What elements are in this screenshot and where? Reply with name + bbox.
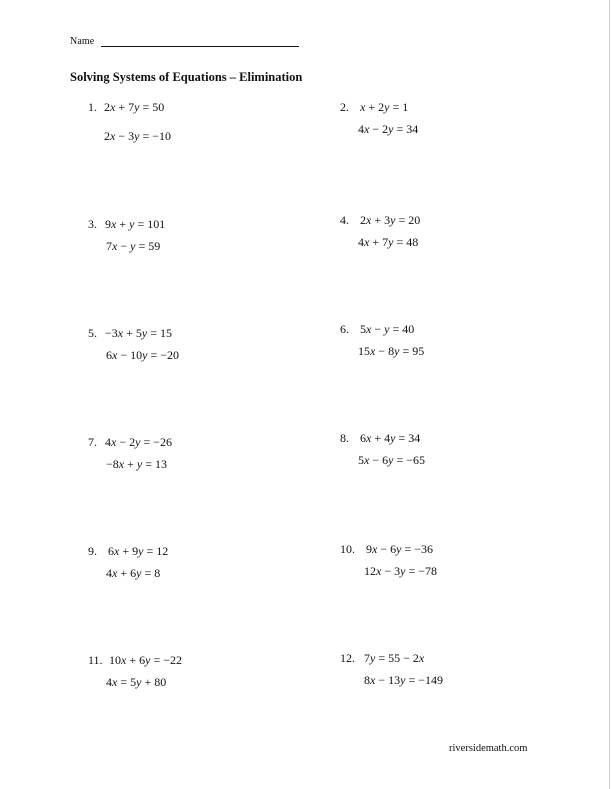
equation-2: 5x − 6y = −65 xyxy=(358,453,425,467)
problem-number: 1. xyxy=(88,100,97,114)
equation-1: −3x + 5y = 15 xyxy=(105,326,172,340)
problem-number: 9. xyxy=(88,544,97,558)
equation-1: 4x − 2y = −26 xyxy=(105,435,172,449)
footer-site: riversidemath.com xyxy=(449,743,528,754)
equation-2: 7x − y = 59 xyxy=(106,239,161,253)
equation-1: 6x + 9y = 12 xyxy=(108,544,169,558)
name-blank-line[interactable] xyxy=(101,46,299,47)
equation-2: 4x + 7y = 48 xyxy=(358,235,419,249)
equation-1: 10x + 6y = −22 xyxy=(109,653,182,667)
name-label: Name xyxy=(70,36,95,47)
page-edge xyxy=(609,0,610,789)
problem-number: 3. xyxy=(88,217,97,231)
equation-2: 12x − 3y = −78 xyxy=(364,564,437,578)
equation-1: 5x − y = 40 xyxy=(360,322,415,336)
equation-1: 9x − 6y = −36 xyxy=(366,542,433,556)
problem-number: 5. xyxy=(88,326,97,340)
worksheet-title: Solving Systems of Equations – Elimination xyxy=(70,70,303,84)
equation-2: 4x + 6y = 8 xyxy=(106,566,161,580)
equation-2: 15x − 8y = 95 xyxy=(358,344,425,358)
equation-1: 2x + 7y = 50 xyxy=(104,100,165,114)
problem-number: 7. xyxy=(88,435,97,449)
equation-2: 2x − 3y = −10 xyxy=(104,129,171,143)
equation-2: 8x − 13y = −149 xyxy=(364,673,443,687)
problem-number: 6. xyxy=(340,322,349,336)
equation-2: 6x − 10y = −20 xyxy=(106,348,179,362)
problem-number: 4. xyxy=(340,213,349,227)
problem-number: 10. xyxy=(340,542,355,556)
problem-number: 12. xyxy=(340,651,355,665)
equation-1: 2x + 3y = 20 xyxy=(360,213,421,227)
equation-2: −8x + y = 13 xyxy=(106,457,167,471)
problem-number: 11. xyxy=(88,653,103,667)
equation-1: 9x + y = 101 xyxy=(105,217,166,231)
equation-1: 6x + 4y = 34 xyxy=(360,431,421,445)
equation-2: 4x = 5y + 80 xyxy=(106,675,167,689)
problem-number: 8. xyxy=(340,431,349,445)
equation-2: 4x − 2y = 34 xyxy=(358,122,419,136)
equation-1: x + 2y = 1 xyxy=(360,100,409,114)
equation-1: 7y = 55 − 2x xyxy=(364,651,425,665)
problem-number: 2. xyxy=(340,100,349,114)
